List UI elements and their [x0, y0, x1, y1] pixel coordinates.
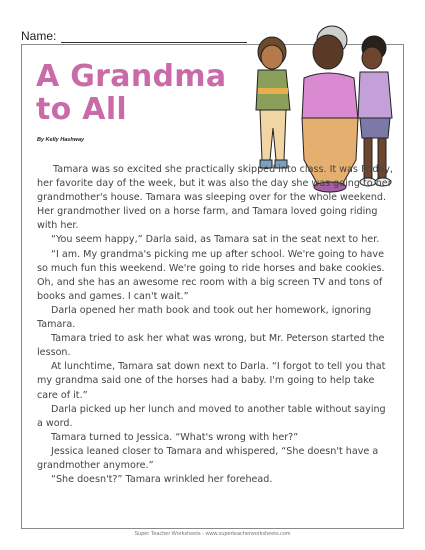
paragraph: At lunchtime, Tamara sat down next to Darla. “I forgot to tell you that my grandma said one of the horses had a baby. I'm going to help take care of it.” [37, 361, 386, 401]
story-byline: By Kelly Hashway [37, 137, 85, 143]
name-field[interactable] [21, 29, 56, 43]
name-underline[interactable] [61, 42, 247, 43]
paragraph: Tamara was so excited she practically skipped into class. It was Friday, her favorite day of the week, but it was also the day she was going to her grandmother's house. Tamara was sleeping over for the whole weekend. Her grandmother lived on a horse farm, and Tamara loved going riding with her. [37, 164, 394, 232]
boy-figure [256, 37, 290, 168]
paragraph: Darla opened her math book and took out her homework, ignoring Tamara. [37, 304, 372, 331]
story-title: A Grandma to All [36, 59, 227, 127]
paragraph: “You seem happy,” Darla said, as Tamara sat in the seat next to her. [51, 234, 380, 246]
paragraph: “She doesn't?” Tamara wrinkled her forehead. [51, 474, 273, 486]
paragraph: Darla picked up her lunch and moved to another table without saying a word. [37, 403, 386, 429]
paragraph: Jessica leaned closer to Tamara and whispered, “She doesn't have a grandmother anymore.” [37, 445, 379, 471]
name-label: Name: [21, 29, 57, 43]
story-text [37, 163, 394, 487]
paragraph: Tamara tried to ask her what was wrong, but Mr. Peterson started the lesson. [37, 333, 385, 359]
paragraph: Tamara turned to Jessica. “What's wrong with her?” [51, 431, 299, 443]
paragraph: “I am. My grandma's picking me up after school. We're going to have so much fun this weekend. We're going to ride horses and bake cookies. Oh, and she has an awesome rec room with a big screen TV and tons of books and games. I can't wait.” [37, 248, 385, 302]
footer-credit: Super Teacher Worksheets - www.superteacherworksheets.com [134, 531, 291, 537]
